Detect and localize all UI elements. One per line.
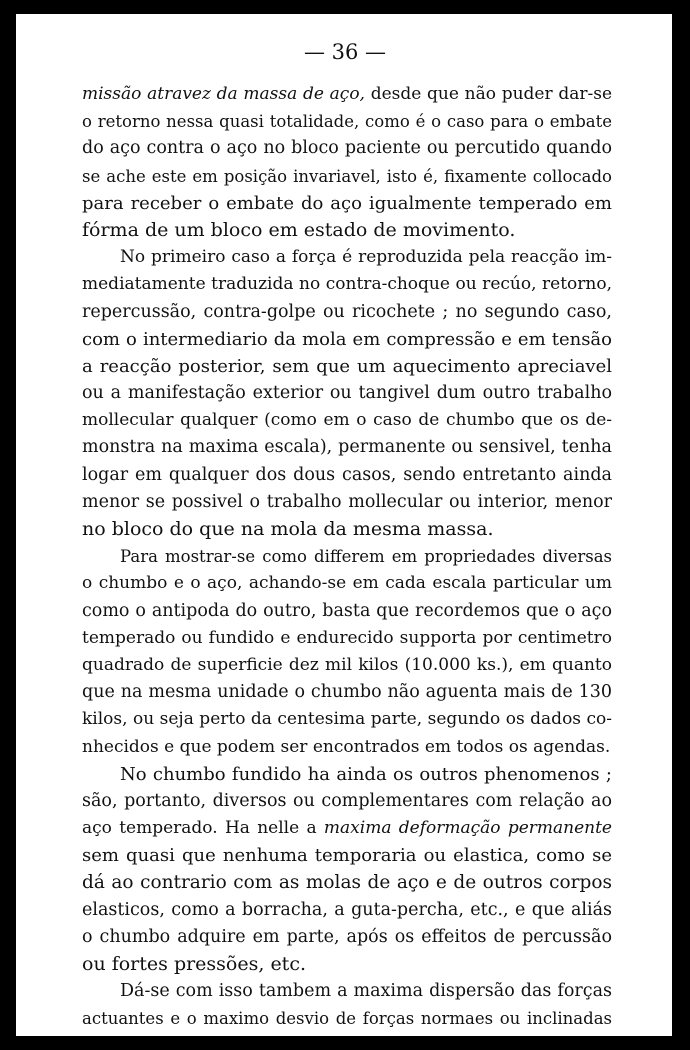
text-segment: logar em qualquer dos dous casos, sendo entretanto ainda xyxy=(82,464,612,485)
text-segment: o chumbo adquire em parte, após os effeitos de percussão xyxy=(82,926,612,947)
text-line xyxy=(82,788,612,815)
text-segment: kilos, ou seja perto da centesima parte, segundo os dados co- xyxy=(82,709,612,730)
text-line xyxy=(82,706,612,733)
text-segment: temperado ou fundido e endurecido supporta por centimetro xyxy=(82,627,612,648)
text-segment: No chumbo fundido ha ainda os outros phenomenos ; xyxy=(120,763,612,785)
text-line xyxy=(82,1005,612,1032)
text-segment: Dá-se com isso tambem a maxima dispersão das forças xyxy=(120,981,612,1002)
text-segment: o chumbo e o aço, achando-se em cada escala particular um xyxy=(82,573,612,594)
text-segment: para receber o embate do aço igualmente temperado em xyxy=(82,192,612,214)
text-segment: No primeiro caso a força é reproduzida pela reacção im- xyxy=(120,247,612,268)
text-line xyxy=(82,135,612,162)
text-line xyxy=(82,190,612,217)
text-segment: que na mesma unidade o chumbo não aguenta mais de 130 xyxy=(82,682,612,703)
text-line xyxy=(82,434,612,461)
text-line xyxy=(82,978,612,1005)
text-segment: monstra na maxima escala), permanente ou sensivel, tenha xyxy=(82,437,612,458)
text-line xyxy=(82,108,612,135)
text-segment: Para mostrar-se como differem em propriedades diversas xyxy=(120,547,612,567)
text-segment: com o intermediario da mola em compressão e em tensão xyxy=(82,328,612,350)
text-line xyxy=(82,951,612,978)
text-line xyxy=(82,598,612,625)
text-segment: ou a manifestação exterior ou tangivel dum outro trabalho xyxy=(82,383,612,404)
text-line xyxy=(82,462,612,489)
text-segment: aço temperado. Ha nelle a xyxy=(82,818,324,839)
text-line xyxy=(82,897,612,924)
italic-text: missão atravez da massa de aço, xyxy=(82,84,365,104)
text-segment: fórma de um bloco em estado de movimento. xyxy=(82,218,516,241)
text-line xyxy=(82,543,612,570)
text-segment: elasticos, como a borracha, a guta-percha, etc., e que aliás xyxy=(82,899,612,920)
text-segment: no bloco do que na mola da mesma massa. xyxy=(82,518,494,540)
text-line xyxy=(82,815,612,842)
text-segment: menor se possivel o trabalho mollecular ou interior, menor xyxy=(82,491,612,512)
text-segment: dá ao contrario com as molas de aço e de outros corpos xyxy=(82,872,612,894)
text-line xyxy=(82,761,612,788)
text-segment: a reacção posterior, sem que um aquecimento apreciavel xyxy=(82,355,612,377)
text-line xyxy=(82,842,612,869)
text-segment: mediatamente traduzida no contra-choque ou recúo, retorno, xyxy=(82,274,612,295)
text-line xyxy=(82,326,612,353)
text-segment: do aço contra o aço no bloco paciente ou percutido quando xyxy=(82,138,612,159)
text-line xyxy=(82,380,612,407)
text-segment: nhecidos e que podem ser encontrados em todos os agendas. xyxy=(82,736,611,757)
italic-text: maxima deformação permanente xyxy=(323,818,612,839)
text-segment: ou fortes pressões, etc. xyxy=(82,953,307,975)
text-segment: repercussão, contra-golpe ou ricochete ; no segundo caso, xyxy=(82,301,612,322)
text-line xyxy=(82,924,612,951)
text-line xyxy=(82,244,612,271)
text-line xyxy=(82,163,612,190)
text-segment: se ache este em posição invariavel, isto é, fixamente collocado xyxy=(82,166,612,186)
text-line xyxy=(82,489,612,516)
text-line xyxy=(82,271,612,298)
text-segment: desde que não puder dar-se xyxy=(364,84,612,104)
text-segment: sem quasi que nenhuma temporaria ou elastica, como se xyxy=(82,845,612,867)
text-line xyxy=(82,299,612,326)
text-line xyxy=(82,407,612,434)
text-line xyxy=(82,516,612,543)
text-line xyxy=(82,679,612,706)
text-segment: são, portanto, diversos ou complementares com relação ao xyxy=(82,790,612,811)
text-line xyxy=(82,625,612,652)
text-segment: mollecular qualquer (como em o caso de chumbo que os de- xyxy=(82,410,612,431)
page-number: — 36 — xyxy=(303,40,387,64)
text-line xyxy=(82,217,612,244)
body-text xyxy=(82,81,612,1033)
text-line xyxy=(82,81,612,108)
text-segment: actuantes e o maximo desvio de forças normaes ou inclinadas xyxy=(82,1009,612,1029)
text-line xyxy=(82,734,612,761)
text-segment: quadrado de superficie dez mil kilos (10.000 ks.), em quanto xyxy=(82,654,612,675)
text-line xyxy=(82,869,612,896)
text-line xyxy=(82,652,612,679)
text-line xyxy=(82,353,612,380)
text-segment: o retorno nessa quasi totalidade, como é o caso para o embate xyxy=(82,112,612,132)
text-segment: como o antipoda do outro, basta que recordemos que o aço xyxy=(82,600,612,621)
text-line xyxy=(82,570,612,597)
